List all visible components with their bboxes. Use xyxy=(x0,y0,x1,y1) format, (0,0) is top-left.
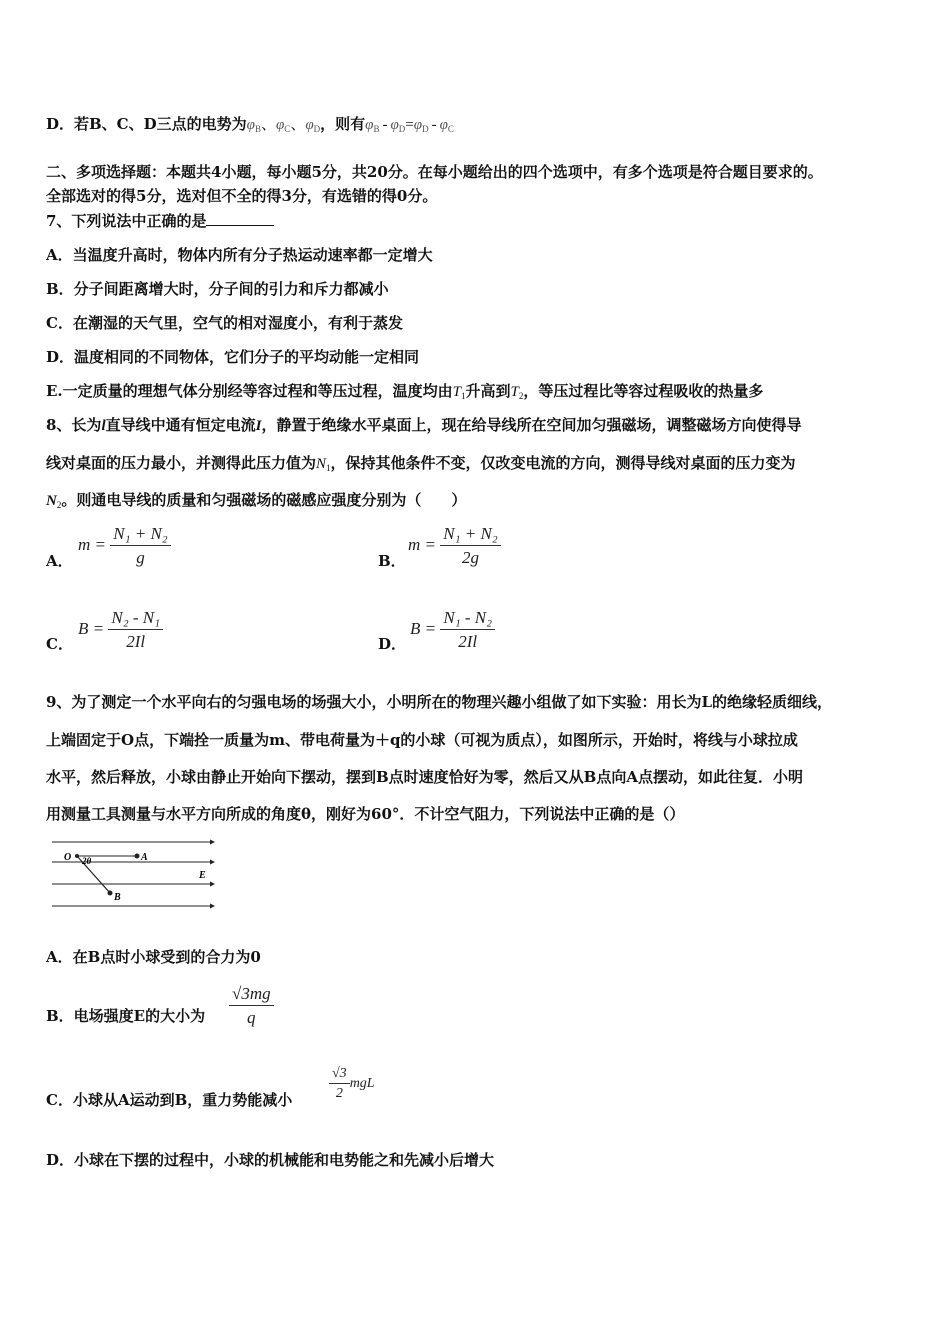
fc-den: 2Il xyxy=(126,632,146,651)
q7-option-c: C．在潮湿的天气里，空气的相对湿度小，有利于蒸发 xyxy=(46,314,403,332)
q9-option-b-label: B．电场强度E的大小为 xyxy=(46,1007,206,1025)
q7-e-prefix: E.一定质量的理想气体分别经等容过程和等压过程，温度均由 xyxy=(46,382,453,400)
fa-lhs: m = xyxy=(78,534,106,554)
section2-line2: 全部选对的得5分，选对但不全的得3分，有选错的得0分。 xyxy=(46,187,438,205)
q6-then: ，则有 xyxy=(320,115,366,133)
q7-option-d: D．温度相同的不同物体，它们分子的平均动能一定相同 xyxy=(46,348,420,366)
q9-formula-b xyxy=(229,984,274,1028)
fc-lhs: B = xyxy=(78,618,105,638)
eq-phi-c: $\varphi_C$ xyxy=(439,117,454,134)
q8-formula-c xyxy=(78,608,163,652)
fa-num: N₁ + N₂ xyxy=(110,524,170,546)
q7-e-suffix: ，等压过程比等容过程吸收的热量多 xyxy=(523,382,764,400)
q9-line1: 9、为了测定一个水平向右的匀强电场的场强大小，小明所在的物理兴趣小组做了如下实验：用长为L的绝缘轻质细线， xyxy=(46,693,832,711)
label-a: A xyxy=(141,852,148,863)
t2: $T_2$ xyxy=(510,384,524,401)
fd-num: N₁ - N₂ xyxy=(440,608,495,630)
q9-option-c xyxy=(46,1090,292,1110)
label-theta: 2θ xyxy=(82,856,92,866)
arrow-1 xyxy=(210,840,215,845)
label-b: B xyxy=(114,892,121,903)
var-l: l xyxy=(101,418,106,434)
q8-line2 xyxy=(46,453,796,478)
q8-formula-d xyxy=(410,608,495,652)
fb-frac xyxy=(440,524,500,568)
answer-blank xyxy=(206,211,274,226)
sep-1: 、 xyxy=(260,115,276,133)
arrow-3 xyxy=(210,882,215,887)
fd-lhs: B = xyxy=(410,618,437,638)
q7-stem-text: 7、下列说法中正确的是 xyxy=(46,212,207,230)
eq-phi-d: $\varphi_D$ xyxy=(390,117,406,134)
q9-figure xyxy=(50,838,215,914)
q7-option-a: A．当温度升高时，物体内所有分子热运动速率都一定增大 xyxy=(46,246,433,264)
var-n1: $N_1$ xyxy=(316,456,331,473)
q8-line2a: 线对桌面的压力最小，并测得此压力值为 xyxy=(46,454,317,472)
q9-option-d: D．小球在下摆的过程中，小球的机械能和电势能之和先减小后增大 xyxy=(46,1151,495,1169)
q8-line1 xyxy=(46,415,801,436)
q9-line3: 水平，然后释放，小球由静止开始向下摆动，摆到B点时速度恰好为零，然后又从B点向A点摆动，如此往复．小明 xyxy=(46,768,803,786)
fa-den: g xyxy=(136,548,145,567)
fa-frac xyxy=(110,524,170,568)
q8-formula-b xyxy=(408,524,501,568)
q9-line4: 用测量工具测量与水平方向所成的角度θ，刚好为60°．不计空气阻力，下列说法中正确的是（） xyxy=(46,805,685,823)
q8-option-b-label: B． xyxy=(378,552,406,570)
q8-line2b: ，保持其他条件不变，仅改变电流的方向，测得导线对桌面的压力变为 xyxy=(330,454,796,472)
q8-p1: 8、长为 xyxy=(46,416,102,434)
eq-phi-d-2: $\varphi_D$ xyxy=(413,117,429,134)
var-i: I xyxy=(255,418,262,434)
q7-option-e xyxy=(46,381,763,406)
sep-2: 、 xyxy=(290,115,306,133)
q9-line2: 上端固定于O点，下端拴一质量为m、带电荷量为＋q的小球（可视为质点），如图所示，开始时，将线与小球拉成 xyxy=(46,731,798,749)
arrow-4 xyxy=(210,904,215,909)
q9-formula-c xyxy=(329,1066,375,1102)
q8-p3: ，静置于绝缘水平桌面上，现在给导线所在空间加匀强磁场，调整磁场方向使得导 xyxy=(261,416,802,434)
q7-e-mid: 升高到 xyxy=(465,382,511,400)
q9b-num: √3mg xyxy=(229,984,274,1006)
eq-minus-2: - xyxy=(431,117,437,133)
eq-equals: = xyxy=(405,117,414,133)
ball-b xyxy=(108,891,113,896)
fb-den: 2g xyxy=(461,548,479,567)
q8-line3b: 。则通电导线的质量和匀强磁场的磁感应强度分别为（ ） xyxy=(61,491,467,509)
section2-line1: 二、多项选择题：本题共4小题，每小题5分，共20分。在每小题给出的四个选项中，有多个选项是符合题目要求的。 xyxy=(46,163,823,181)
q6-option-d-label: D．若B、C、D三点的电势为 xyxy=(46,115,247,133)
ball-a xyxy=(135,854,140,859)
fd-den: 2Il xyxy=(458,632,478,651)
phi-d: $\varphi_D$ xyxy=(305,117,321,134)
fb-lhs: m = xyxy=(408,534,436,554)
var-n2: $N_2$ xyxy=(46,493,62,510)
q9c-tail: mgL xyxy=(349,1076,375,1091)
q9-option-b xyxy=(46,1006,205,1026)
q9-option-c-label: C．小球从A运动到B，重力势能减小 xyxy=(46,1091,293,1109)
q8-option-a-label: A． xyxy=(46,552,73,570)
eq-minus-1: - xyxy=(382,117,388,133)
fc-num: N₂ - N₁ xyxy=(108,608,163,630)
t1: $T_1$ xyxy=(452,384,466,401)
point-o xyxy=(75,854,79,858)
phi-b: $\varphi_B$ xyxy=(246,117,261,134)
fb-num: N₁ + N₂ xyxy=(440,524,500,546)
label-o: O xyxy=(64,852,72,863)
q7-option-b: B．分子间距离增大时，分子间的引力和斥力都减小 xyxy=(46,280,389,298)
q9b-den: q xyxy=(247,1008,256,1027)
fc-frac xyxy=(108,608,163,652)
q9c-frac xyxy=(329,1066,350,1102)
q8-option-d-label: D． xyxy=(378,635,407,653)
q6-option-d xyxy=(46,114,454,139)
q8-option-c-label: C． xyxy=(46,635,73,653)
q8-line3 xyxy=(46,490,466,515)
q9-option-a: A．在B点时小球受到的合力为0 xyxy=(46,948,261,966)
q9c-den: 2 xyxy=(335,1086,343,1101)
q9c-num: √3 xyxy=(329,1066,350,1084)
phi-c: $\varphi_C$ xyxy=(275,117,291,134)
label-e: E xyxy=(199,870,206,881)
eq-phi-b: $\varphi_B$ xyxy=(365,117,380,134)
fd-frac xyxy=(440,608,495,652)
q9b-frac xyxy=(229,984,274,1028)
arrow-2 xyxy=(210,860,215,865)
q8-formula-a xyxy=(78,524,171,568)
q8-p2: 直导线中通有恒定电流 xyxy=(105,416,256,434)
q7-stem xyxy=(46,211,274,231)
